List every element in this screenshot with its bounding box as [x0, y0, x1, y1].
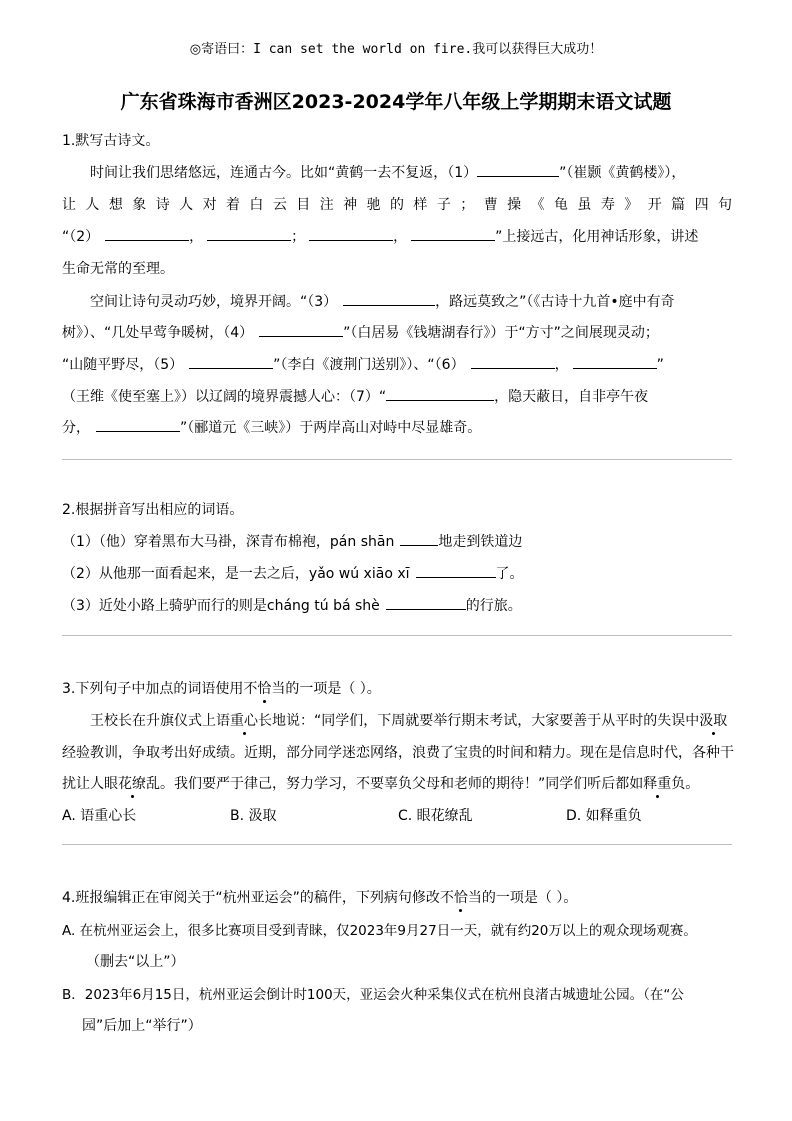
pinyin-blank-2[interactable]: [416, 563, 496, 578]
q2-text: 了。: [495, 566, 524, 582]
pinyin-blank-3[interactable]: [386, 595, 466, 610]
pinyin-blank-1[interactable]: [400, 531, 438, 546]
q1-line-2: 让人想象诗人对着白云目注神驰的样子；曹操《龟虽寿》开篇四句: [62, 197, 732, 213]
q2-text: 地走到铁道边: [438, 534, 523, 550]
q1-line-1: [90, 162, 732, 182]
q1-text: 分，: [62, 420, 90, 436]
q1-line-5: [90, 291, 732, 311]
answer-blank-8[interactable]: [96, 417, 180, 432]
q1-text: ”上接远古，化用神话形象，讲述: [495, 229, 699, 245]
q3-text: 。: [685, 776, 700, 792]
q4-option-b-line-2: 园”后加上“举行”）: [82, 1018, 202, 1034]
option-b[interactable]: B. 汲取: [230, 808, 277, 824]
emphasis-dotted-text: 不恰当: [243, 678, 285, 698]
dotted-term: 语重心长: [216, 710, 272, 730]
q1-text: ，: [554, 357, 569, 373]
q3-text: 王校长在升旗仪式上: [90, 713, 216, 729]
q1-stem: 1.默写古诗文。: [62, 133, 160, 149]
q4-stem: [62, 887, 577, 907]
q2-item-2: [62, 563, 732, 583]
dotted-term: 如释重负: [629, 773, 685, 793]
q2-text: （1）（他）穿着黑布大马褂，深青布棉袍，pán shān: [62, 534, 395, 550]
q1-text: ”: [656, 357, 664, 373]
answer-blank-2a[interactable]: [105, 226, 189, 241]
answer-blank-2d[interactable]: [411, 226, 495, 241]
q1-text: ，隐天蔽日，自非亭午夜: [494, 389, 649, 405]
q3-text: 地说：“同学们，下周就要举行期末考试，大家要善于从平时的失误中: [272, 713, 700, 729]
q3-text: 。我们要严于律己，努力学习，不要辜负父母和老师的期待！”同学们听后都: [160, 776, 630, 792]
q1-text: 树》）、“几处早莺争暖树，（4）: [62, 325, 254, 341]
option-d[interactable]: D. 如释重负: [566, 808, 642, 824]
q2-item-1: [62, 531, 732, 551]
q3-passage-line-2: 经验教训，争取考出好成绩。近期，部分同学迷恋网络，浪费了宝贵的时间和精力。现在是信息时代，各种干: [62, 745, 734, 761]
q4-stem-text: 的一项是（ ）。: [481, 890, 578, 906]
q1-line-7: [62, 354, 732, 374]
answer-blank-3[interactable]: [343, 291, 435, 306]
answer-blank-6b[interactable]: [573, 354, 657, 369]
q1-line-9: [62, 417, 732, 437]
q2-text: （3）近处小路上骑驴而行的则是cháng tú bá shè: [62, 598, 380, 614]
q2-item-3: [62, 595, 732, 615]
q1-text: ”（白居易《钱塘湖春行》）于“方寸”之间展现灵动；: [343, 325, 659, 341]
q1-line-3: [62, 226, 732, 246]
q3-text: 扰让人: [62, 776, 104, 792]
q1-text: “山随平野尽，（5）: [62, 357, 184, 373]
answer-blank-6a[interactable]: [471, 354, 555, 369]
section-divider: [62, 635, 732, 636]
motto-suffix: 我可以获得巨大成功！: [472, 42, 603, 57]
q1-line-4: 生命无常的至理。: [62, 261, 174, 277]
q4-option-a-line-1[interactable]: A. 在杭州亚运会上，很多比赛项目受到青睐，仅2023年9月27日一天，就有约20万以上的观众现场观赛。: [62, 923, 697, 939]
q1-text: ”（郦道元《三峡》）于两岸高山对峙中尽显雄奇。: [180, 420, 482, 436]
q1-text: “（2）: [62, 229, 100, 245]
option-a[interactable]: A. 语重心长: [62, 808, 137, 824]
q2-text: 的行旅。: [465, 598, 522, 614]
section-divider: [62, 459, 732, 460]
answer-blank-5[interactable]: [189, 354, 273, 369]
option-c[interactable]: C. 眼花缭乱: [398, 808, 473, 824]
q1-text: 时间让我们思绪悠远，连通古今。比如“黄鹤一去不复返，（1）: [90, 165, 478, 181]
answer-blank-2b[interactable]: [207, 226, 291, 241]
dotted-term: 汲取: [699, 710, 727, 730]
answer-blank-7[interactable]: [386, 386, 494, 401]
emphasis-dotted-text: 不恰当: [440, 887, 482, 907]
answer-blank-4[interactable]: [259, 322, 343, 337]
q3-passage-line-1: [90, 710, 732, 730]
q2-text: （2）从他那一面看起来，是一去之后，yǎo wú xiāo xī: [62, 566, 410, 582]
page-motto-header: [0, 38, 792, 57]
q1-line-8: [62, 386, 732, 406]
q3-passage-line-3: [62, 773, 732, 793]
q4-stem-text: 4.班报编辑正在审阅关于“杭州亚运会”的稿件，下列病句修改: [62, 890, 440, 906]
q1-text: （王维《使至塞上》）以辽阔的境界震撼人心：（7）“: [62, 389, 387, 405]
q1-line-6: [62, 322, 732, 342]
q1-text: ；: [291, 229, 306, 245]
answer-blank-1[interactable]: [477, 162, 559, 177]
motto-english: I can set the world on fire.: [253, 42, 473, 57]
q1-text: ，路远莫致之”（《古诗十九首•庭中有奇: [435, 294, 675, 310]
q1-text: ”（崔颢《黄鹤楼》），: [559, 165, 686, 181]
q1-text: ”（李白《渡荆门送别》）、“（6）: [273, 357, 465, 373]
q1-text: ，: [189, 229, 204, 245]
q3-stem-text: 3.下列句子中加点的词语使用: [62, 681, 244, 697]
q1-text: ，: [393, 229, 408, 245]
answer-blank-2c[interactable]: [309, 226, 393, 241]
q4-option-b-line-1[interactable]: B．2023年6月15日，杭州亚运会倒计时100天，亚运会火种采集仪式在杭州良渚古城遗址公园。（在“公: [62, 987, 684, 1003]
q3-stem-text: 的一项是（ ）。: [285, 681, 381, 697]
section-divider: [62, 844, 732, 845]
q3-stem: [62, 678, 381, 698]
q1-text: 空间让诗句灵动巧妙，境界开阔。“（3）: [90, 294, 338, 310]
q2-stem: 2.根据拼音写出相应的词语。: [62, 502, 244, 518]
dotted-term: 眼花缭乱: [104, 773, 160, 793]
q4-option-a-line-2: （删去“以上”）: [86, 954, 185, 970]
page-title: 广东省珠海市香洲区2023-2024学年八年级上学期期末语文试题: [120, 91, 672, 113]
motto-prefix: ◎寄语曰：: [189, 42, 254, 57]
